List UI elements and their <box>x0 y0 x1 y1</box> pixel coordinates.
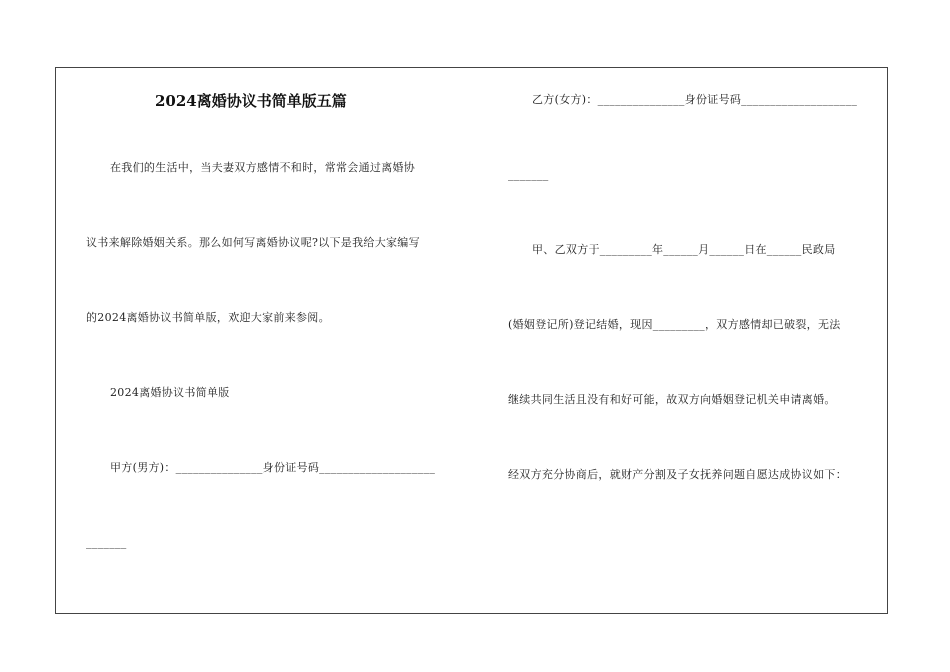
party-a-line: 甲方(男方)：_______________身份证号码____________________ <box>110 461 436 474</box>
intro-paragraph-line-2: 议书来解除婚姻关系。那么如何写离婚协议呢?以下是我给大家编写 <box>86 236 420 249</box>
intro-paragraph-line-1: 在我们的生活中，当夫妻双方感情不和时，常常会通过离婚协 <box>110 161 416 174</box>
party-a-continuation: _______ <box>86 536 127 549</box>
document-page-frame <box>55 67 888 614</box>
marriage-paragraph-line-1: 甲、乙双方于_________年______月______日在______民政局 <box>532 243 836 256</box>
marriage-paragraph-line-3: 继续共同生活且没有和好可能，故双方向婚姻登记机关申请离婚。 <box>508 393 836 406</box>
marriage-paragraph-line-2: (婚姻登记所)登记结婚，现因_________，双方感情却已破裂，无法 <box>508 318 841 331</box>
section-heading: 2024离婚协议书简单版 <box>110 386 230 399</box>
agreement-intro-line: 经双方充分协商后，就财产分割及子女抚养问题自愿达成协议如下： <box>508 468 847 481</box>
document-title: 2024离婚协议书简单版五篇 <box>155 92 347 110</box>
party-b-continuation: _______ <box>508 168 549 181</box>
party-b-line: 乙方(女方)：_______________身份证号码____________________ <box>532 93 858 106</box>
intro-paragraph-line-3: 的2024离婚协议书简单版，欢迎大家前来参阅。 <box>86 311 330 324</box>
